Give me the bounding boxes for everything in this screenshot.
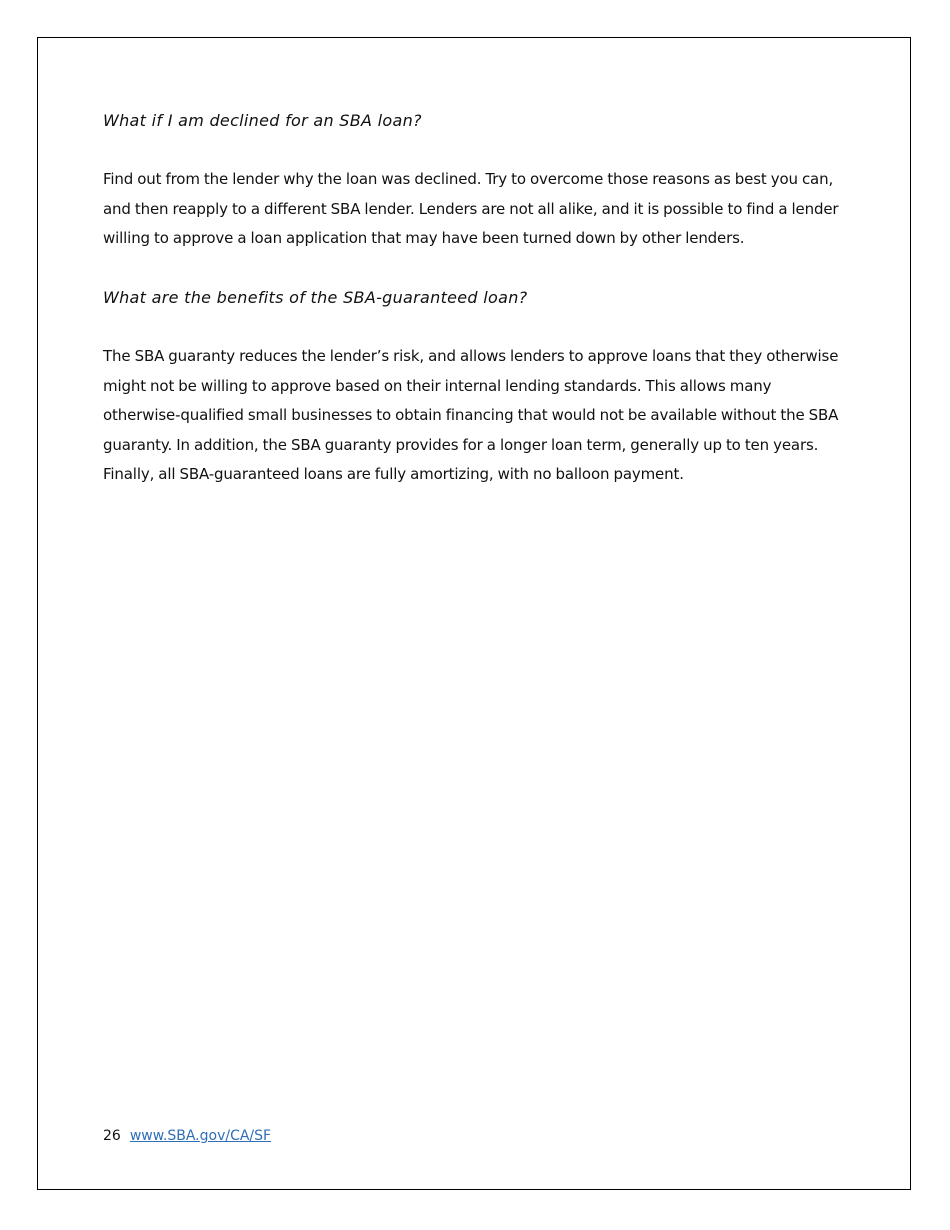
answer-benefits-paragraph: The SBA guaranty reduces the lender’s risk, and allows lenders to approve loans that they otherwise might not be willing to approve based on their internal lending standards. This allows many otherwise-qualified small businesses to obtain financing that would not be available without the SBA guaranty. In addition, the SBA guaranty provides for a longer loan term, generally up to ten years. Finally, all SBA-guaranteed loans are fully amortizing, with no balloon payment. (103, 347, 839, 483)
document-page (37, 37, 911, 1190)
page-number: 26 (103, 1128, 121, 1144)
page-footer (103, 1126, 271, 1146)
sba-website-link[interactable]: www.SBA.gov/CA/SF (129, 1128, 272, 1144)
question-benefits-heading: What are the benefits of the SBA-guaranteed loan? (103, 288, 528, 307)
question-declined-heading: What if I am declined for an SBA loan? (103, 111, 422, 130)
answer-declined-paragraph: Find out from the lender why the loan was declined. Try to overcome those reasons as best you can, and then reapply to a different SBA lender. Lenders are not all alike, and it is possible to find a lender willing to approve a loan application that may have been turned down by other lenders. (103, 170, 839, 247)
